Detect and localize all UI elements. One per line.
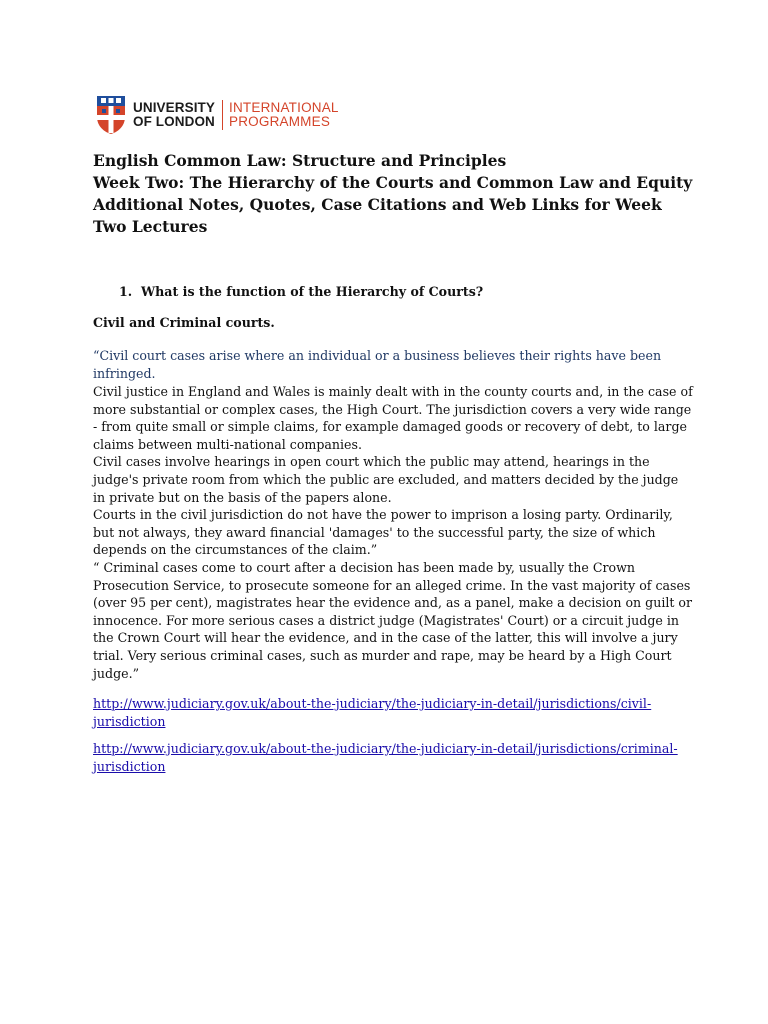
university-of-london-logo: [96, 94, 339, 136]
paragraph-civil-justice: Civil justice in England and Wales is mainly dealt with in the county courts and, in the case of more substantial or complex cases, the High Court. The jurisdiction covers a very wide range - from quite small or simple claims, for example damaged goods or recovery of debt, to large claims between multi-national companies.: [93, 384, 693, 452]
logo-uol-line2: OF LONDON: [133, 114, 215, 129]
paragraph-criminal-cases: “ Criminal cases come to court after a decision has been made by, usually the Crown Prosecution Service, to prosecute someone for an alleged crime. In the vast majority of cases (over 95 per cent), magistrates hear the evidence and, as a panel, make a decision on guilt or innocence. For more serious cases a district judge (Magistrates' Court) or a circuit judge in the Crown Court will hear the evidence, and in the case of the latter, this will involve a jury trial. Very serious criminal cases, such as murder and rape, may be heard by a High Court judge.”: [93, 559, 693, 681]
notes-heading: Additional Notes, Quotes, Case Citations and Web Links for Week Two Lectures: [93, 195, 662, 236]
university-crest-icon: [96, 95, 126, 135]
week-heading: Week Two: The Hierarchy of the Courts and Common Law and Equity: [93, 173, 693, 192]
section-question-text: What is the function of the Hierarchy of Courts?: [141, 284, 484, 299]
logo-international-programmes: [229, 101, 339, 129]
civil-criminal-subheading: Civil and Criminal courts.: [93, 315, 275, 330]
logo-uol-line1: UNIVERSITY: [133, 100, 216, 115]
link-criminal-jurisdiction[interactable]: http://www.judiciary.gov.uk/about-the-judiciary/the-judiciary-in-detail/jurisdictions/criminal-jurisdiction: [93, 741, 678, 775]
document-body: [93, 150, 693, 776]
logo-ip-line1: INTERNATIONAL: [229, 100, 339, 115]
section-number: 1.: [119, 284, 133, 299]
section-question: [119, 283, 693, 301]
civil-quote: “Civil court cases arise where an individual or a business believes their rights have been infringed.: [93, 348, 662, 381]
document-title: English Common Law: Structure and Principles: [93, 151, 507, 170]
link-civil-jurisdiction[interactable]: http://www.judiciary.gov.uk/about-the-judiciary/the-judiciary-in-detail/jurisdictions/civil-jurisdiction: [93, 696, 652, 730]
paragraph-civil-powers: Courts in the civil jurisdiction do not have the power to imprison a losing party. Ordinarily, but not always, they award financial 'damages' to the successful party, the size of which depends on the circumstances of the claim.”: [93, 507, 673, 558]
paragraph-civil-hearings: Civil cases involve hearings in open court which the public may attend, hearings in the judge's private room from which the public are excluded, and matters decided by the judge in private but on the basis of the papers alone.: [93, 454, 679, 505]
logo-divider: [222, 100, 223, 130]
logo-ip-line2: PROGRAMMES: [229, 114, 331, 129]
logo-university-name: [133, 101, 215, 129]
